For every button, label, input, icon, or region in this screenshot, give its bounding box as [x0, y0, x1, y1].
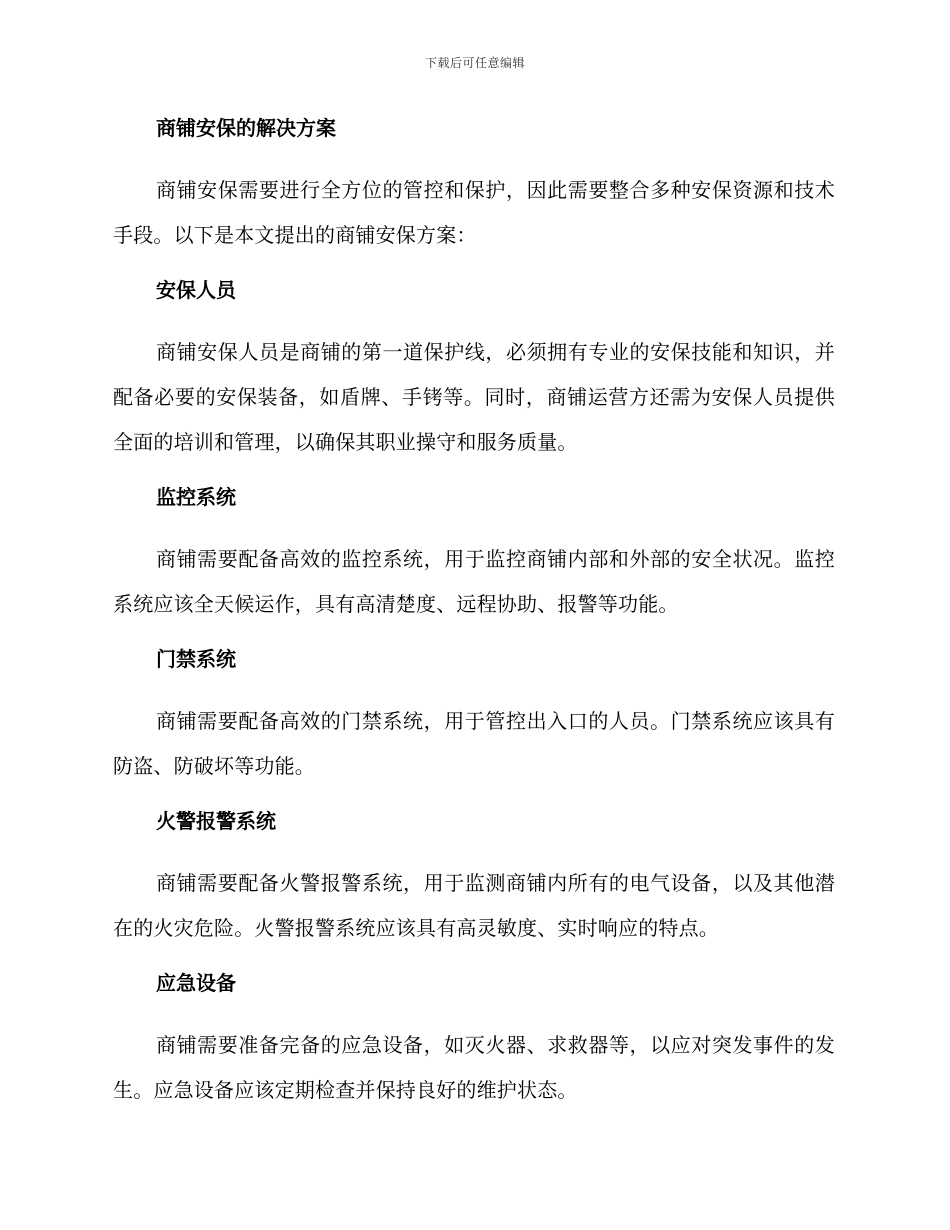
section-body-access-control: 商铺需要配备高效的门禁系统，用于管控出入口的人员。门禁系统应该具有防盗、防破坏等功能。	[113, 709, 835, 778]
spacer	[113, 627, 835, 641]
spacer	[113, 515, 835, 537]
section-body-security-staff: 商铺安保人员是商铺的第一道保护线，必须拥有专业的安保技能和知识，并配备必要的安保装备，如盾牌、手铐等。同时，商铺运营方还需为安保人员提供全面的培训和管理，以确保其职业操守和服务质量。	[113, 340, 835, 454]
section-heading-monitoring: 监控系统	[156, 485, 236, 509]
section-body-emergency-equipment: 商铺需要准备完备的应急设备，如灭火器、求救器等，以应对突发事件的发生。应急设备应该定期检查并保持良好的维护状态。	[113, 1033, 835, 1102]
spacer	[113, 677, 835, 699]
intro-paragraph: 商铺安保需要进行全方位的管控和保护，因此需要整合多种安保资源和技术手段。以下是本文提出的商铺安保方案：	[113, 178, 835, 247]
section-heading-access-control: 门禁系统	[156, 647, 236, 671]
spacer	[113, 839, 835, 861]
section-heading-security-staff: 安保人员	[156, 278, 236, 302]
spacer	[113, 146, 835, 168]
document-title: 商铺安保的解决方案	[156, 116, 336, 140]
spacer	[113, 308, 835, 330]
spacer	[113, 789, 835, 803]
section-body-monitoring: 商铺需要配备高效的监控系统，用于监控商铺内部和外部的安全状况。监控系统应该全天候运作，具有高清楚度、远程协助、报警等功能。	[113, 547, 835, 616]
section-body-fire-alarm: 商铺需要配备火警报警系统，用于监测商铺内所有的电气设备，以及其他潜在的火灾危险。火警报警系统应该具有高灵敏度、实时响应的特点。	[113, 871, 835, 940]
section-heading-emergency-equipment: 应急设备	[156, 971, 236, 995]
section-heading-fire-alarm: 火警报警系统	[156, 809, 276, 833]
page-header-note: 下载后可任意编辑	[424, 56, 525, 70]
spacer	[113, 1001, 835, 1023]
spacer	[113, 951, 835, 965]
document-body	[113, 110, 835, 1113]
spacer	[113, 258, 835, 272]
spacer	[113, 465, 835, 479]
